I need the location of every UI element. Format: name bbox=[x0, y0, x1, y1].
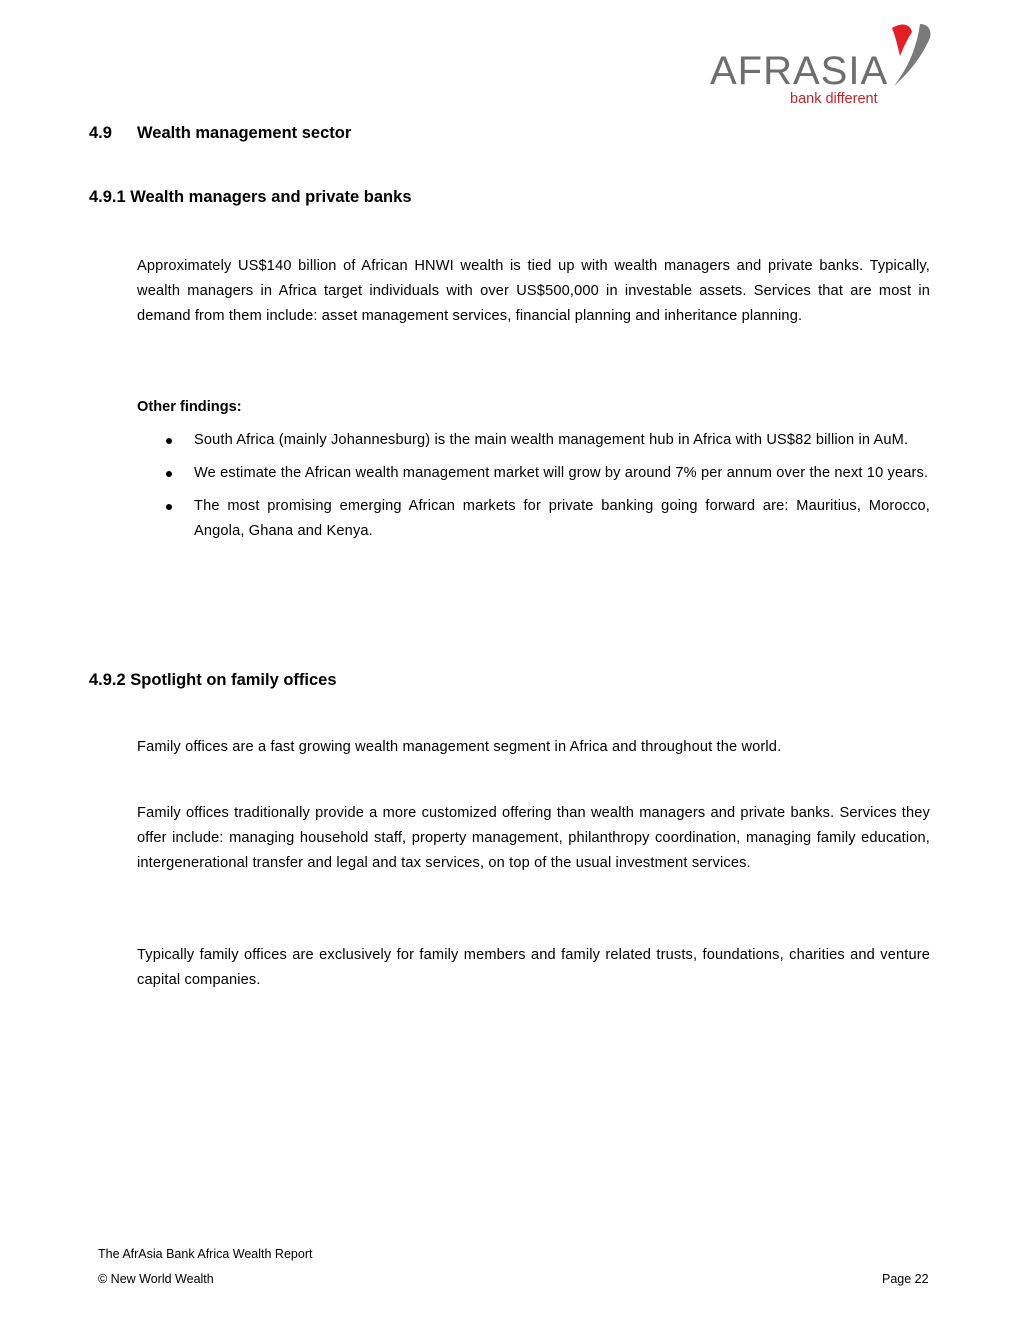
subsection-heading-1: 4.9.1 Wealth managers and private banks bbox=[89, 188, 412, 206]
section-number: 4.9 bbox=[89, 124, 112, 142]
finding-text: The most promising emerging African markets for private banking going forward are: Mauritius, Morocco, Angola, Ghana and Kenya. bbox=[194, 498, 930, 539]
list-item bbox=[137, 428, 930, 453]
other-findings-label: Other findings: bbox=[137, 399, 242, 415]
finding-text: We estimate the African wealth management market will grow by around 7% per annum over the next 10 years. bbox=[194, 465, 929, 481]
bullet-icon bbox=[166, 438, 172, 444]
paragraph-family-offices-intro: Family offices are a fast growing wealth management segment in Africa and throughout the world. bbox=[137, 739, 782, 755]
list-item bbox=[137, 494, 930, 544]
footer-copyright: © New World Wealth bbox=[98, 1272, 214, 1286]
afrasia-logo bbox=[706, 18, 936, 110]
section-title: Wealth management sector bbox=[137, 124, 352, 142]
list-item bbox=[137, 461, 930, 486]
paragraph-wealth-managers: Approximately US$140 billion of African HNWI wealth is tied up with wealth managers and private banks. Typically, wealth managers in Africa target individuals with over US$500,000 in investable assets. Services that are most in demand from them include: asset management services, financial planning and inheritance planning. bbox=[137, 258, 930, 324]
logo-tagline: bank different bbox=[790, 91, 878, 107]
finding-text: South Africa (mainly Johannesburg) is the main wealth management hub in Africa with US$82 billion in AuM. bbox=[194, 432, 909, 448]
logo-name: AFRASIA bbox=[710, 49, 889, 93]
paragraph-family-offices-exclusive: Typically family offices are exclusively for family members and family related trusts, foundations, charities and venture capital companies. bbox=[137, 947, 930, 988]
section-heading bbox=[89, 124, 351, 143]
paragraph-family-offices-services: Family offices traditionally provide a more customized offering than wealth managers and private banks. Services they offer include: managing household staff, property management, philanthropy coordination, managing family education, intergenerational transfer and legal and tax services, on top of the usual investment services. bbox=[137, 805, 930, 871]
bullet-icon bbox=[166, 504, 172, 510]
findings-list bbox=[137, 428, 930, 552]
footer-page-number: Page 22 bbox=[882, 1272, 929, 1286]
footer-report-title: The AfrAsia Bank Africa Wealth Report bbox=[98, 1247, 313, 1261]
subsection-heading-2: 4.9.2 Spotlight on family offices bbox=[89, 671, 337, 689]
afrasia-logo-graphic bbox=[706, 18, 936, 110]
bullet-icon bbox=[166, 471, 172, 477]
